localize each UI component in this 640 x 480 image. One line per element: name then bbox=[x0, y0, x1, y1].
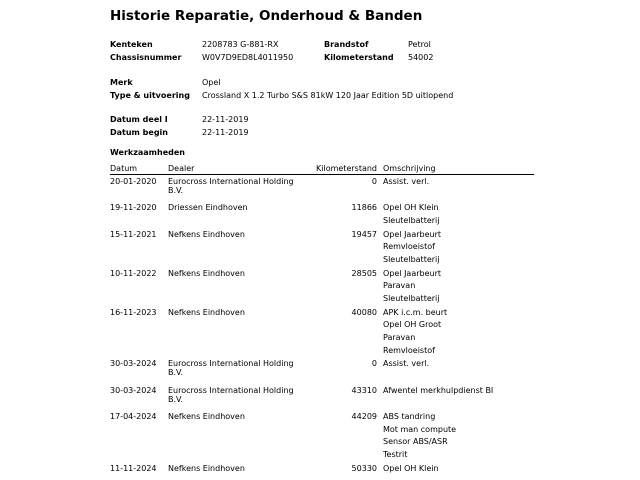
kenteken-label: Kenteken bbox=[110, 40, 153, 49]
row-omschrijving: Mot man compute bbox=[383, 424, 457, 434]
merk-label: Merk bbox=[110, 78, 133, 87]
km-label: Kilometerstand bbox=[324, 53, 394, 62]
header-divider bbox=[110, 174, 534, 175]
col-header-km: Kilometerstand bbox=[316, 164, 378, 173]
brandstof-label: Brandstof bbox=[324, 40, 369, 49]
kenteken-value: 2208783 G-881-RX bbox=[202, 40, 279, 49]
row-omschrijving: Remvloeistof bbox=[383, 345, 435, 355]
row-dealer: Eurocross International Holding B.V. bbox=[168, 359, 294, 378]
row-omschrijving: Opel OH Groot bbox=[383, 320, 442, 330]
row-km: 0 bbox=[371, 359, 377, 369]
row-omschrijving: Testrit bbox=[383, 450, 408, 459]
type-label: Type & uitvoering bbox=[110, 91, 190, 100]
row-dealer: Nefkens Eindhoven bbox=[168, 463, 245, 473]
row-datum: 19-11-2020 bbox=[110, 203, 157, 213]
row-omschrijving: Sleutelbatterij bbox=[383, 255, 440, 264]
row-dealer: Nefkens Eindhoven bbox=[168, 307, 245, 317]
row-km: 19457 bbox=[351, 229, 377, 239]
col-header-dealer: Dealer bbox=[168, 164, 195, 173]
row-omschrijving: Opel Jaarbeurt bbox=[383, 268, 442, 278]
row-dealer: Eurocross International Holding B.V. bbox=[168, 385, 294, 404]
row-km: 0 bbox=[371, 177, 377, 186]
chassis-label: Chassisnummer bbox=[110, 53, 182, 62]
row-dealer: Nefkens Eindhoven bbox=[168, 229, 245, 239]
row-km: 43310 bbox=[351, 385, 377, 395]
km-value: 54002 bbox=[408, 53, 434, 62]
row-omschrijving: Remvloeistof bbox=[383, 242, 435, 252]
row-dealer: Eurocross International Holding B.V. bbox=[168, 177, 294, 195]
row-km: 50330 bbox=[351, 463, 377, 473]
row-datum: 15-11-2021 bbox=[110, 229, 157, 239]
row-km: 11866 bbox=[351, 203, 377, 213]
row-omschrijving: Opel OH Klein bbox=[383, 203, 439, 213]
row-datum: 17-04-2024 bbox=[110, 412, 157, 422]
row-omschrijving: Paravan bbox=[383, 281, 416, 291]
row-dealer: Driessen Eindhoven bbox=[168, 203, 248, 213]
row-omschrijving: APK i.c.m. beurt bbox=[383, 307, 448, 317]
col-header-datum: Datum bbox=[110, 164, 138, 173]
werkzaamheden-heading: Werkzaamheden bbox=[110, 148, 185, 157]
datum-deel-label: Datum deel I bbox=[110, 115, 168, 124]
datum-deel-value: 22-11-2019 bbox=[202, 115, 249, 124]
row-datum: 11-11-2024 bbox=[110, 463, 157, 473]
row-dealer: Nefkens Eindhoven bbox=[168, 268, 245, 278]
merk-value: Opel bbox=[202, 78, 221, 87]
row-omschrijving: Afwentel merkhulpdienst BI bbox=[383, 385, 494, 395]
row-omschrijving: ABS tandring bbox=[383, 412, 436, 422]
chassis-value: W0V7D9ED8L4011950 bbox=[202, 53, 294, 62]
row-omschrijving: Assist. verl. bbox=[383, 359, 430, 369]
datum-begin-value: 22-11-2019 bbox=[202, 128, 249, 137]
row-datum: 16-11-2023 bbox=[110, 307, 157, 317]
brandstof-value: Petrol bbox=[408, 40, 431, 49]
row-omschrijving: Sleutelbatterij bbox=[383, 294, 440, 303]
row-datum: 30-03-2024 bbox=[110, 359, 157, 369]
row-datum: 20-01-2020 bbox=[110, 177, 157, 186]
row-km: 28505 bbox=[351, 268, 377, 278]
row-km: 40080 bbox=[351, 307, 377, 317]
page-title: Historie Reparatie, Onderhoud & Banden bbox=[110, 8, 423, 24]
row-omschrijving: Sensor ABS/ASR bbox=[383, 437, 448, 447]
row-omschrijving: Sleutelbatterij bbox=[383, 216, 440, 225]
row-omschrijving: Opel OH Klein bbox=[383, 463, 439, 473]
row-omschrijving: Assist. verl. bbox=[383, 177, 430, 186]
type-value: Crossland X 1.2 Turbo S&S 81kW 120 Jaar Edition 5D uitlopend bbox=[202, 91, 454, 100]
row-km: 44209 bbox=[351, 412, 377, 422]
row-dealer: Nefkens Eindhoven bbox=[168, 412, 245, 422]
datum-begin-label: Datum begin bbox=[110, 128, 168, 137]
row-omschrijving: Opel Jaarbeurt bbox=[383, 229, 442, 239]
row-datum: 30-03-2024 bbox=[110, 385, 157, 395]
row-datum: 10-11-2022 bbox=[110, 268, 157, 278]
row-omschrijving: Paravan bbox=[383, 333, 416, 342]
col-header-omschrijving: Omschrijving bbox=[383, 164, 436, 173]
